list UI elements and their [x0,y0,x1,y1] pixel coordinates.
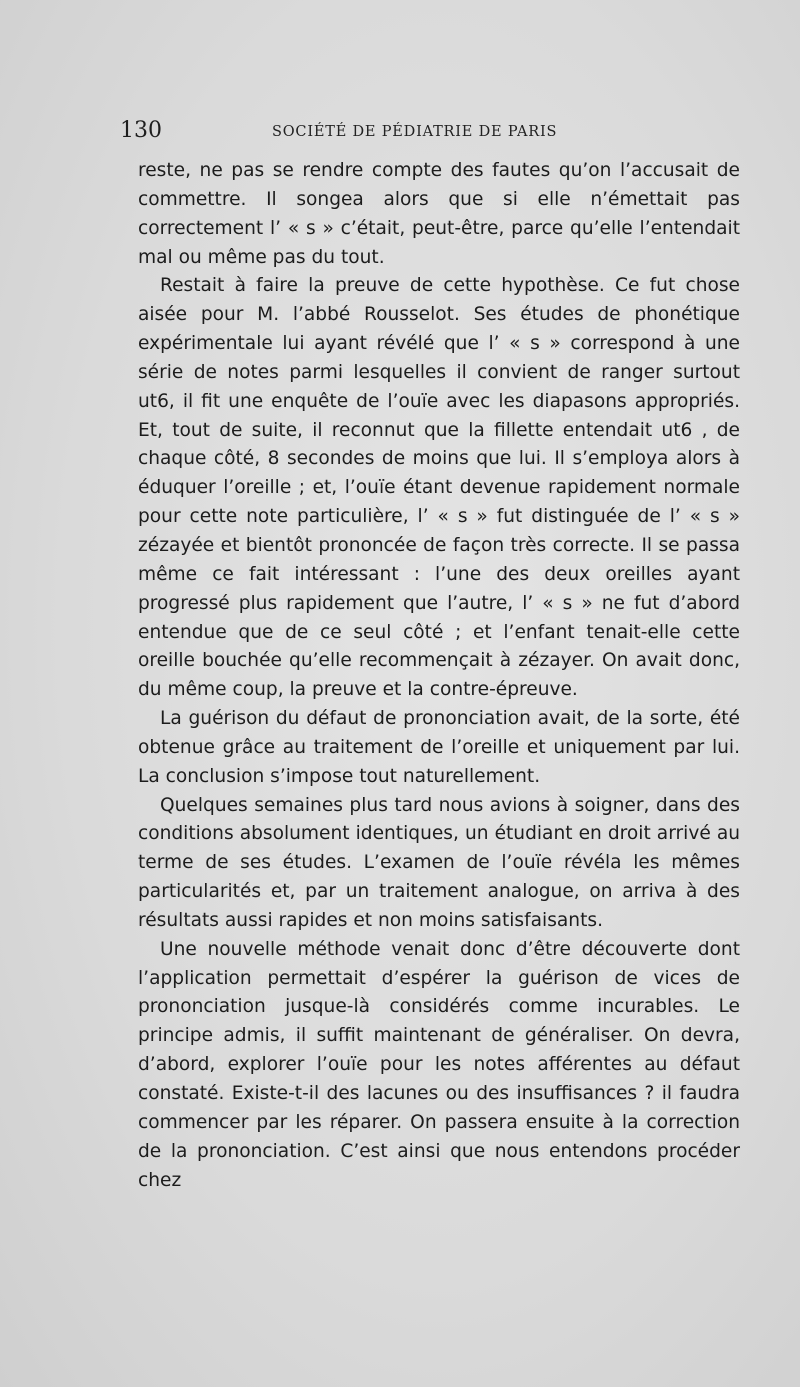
paragraph: Quelques semaines plus tard nous avions à soigner, dans des conditions absolument identiques, un étudiant en droit arrivé au terme de ses études. L’examen de l’ouïe révéla les mêmes particularités et, par un traitement analogue, on arriva à des résultats aussi rapides et non moins satisfaisants. [138,794,740,931]
paragraph: Une nouvelle méthode venait donc d’être découverte dont l’application permettait d’espérer la guérison de vices de prononciation jusque-là considérés comme incurables. Le principe admis, il suffit maintenant de généraliser. On devra, d’abord, explorer l’ouïe pour les notes afférentes au défaut constaté. Existe-t-il des lacunes ou des insuffisances ? il faudra commencer par les réparer. On passera ensuite à la correction de la prononciation. C’est ainsi que nous entendons procéder chez [138,938,740,1191]
page-header [120,118,740,148]
paragraph: Restait à faire la preuve de cette hypothèse. Ce fut chose aisée pour M. l’abbé Rousselot. Ses études de phonétique expérimentale lui ayant révélé que l’ « s » correspond à une série de notes parmi lesquelles il convient de ranger surtout ut6, il fit une enquête de l’ouïe avec les diapasons appropriés. Et, tout de suite, il reconnut que la fillette entendait ut6 , de chaque côté, 8 secondes de moins que lui. Il s’employa alors à éduquer l’oreille ; et, l’ouïe étant devenue rapidement normale pour cette note particulière, l’ « s » fut distinguée de l’ « s » zézayée et bientôt prononcée de façon très correcte. Il se passa même ce fait intéressant : l’une des deux oreilles ayant progressé plus rapidement que l’autre, l’ « s » ne fut d’abord entendue que de ce seul côté ; et l’enfant tenait-elle cette oreille bouchée qu’elle recommençait à zézayer. On avait donc, du même coup, la preuve et la contre-épreuve. [138,275,740,701]
paragraph-continuation: reste, ne pas se rendre compte des fautes qu’on l’accusait de commettre. Il songea alors que si elle n’émettait pas correctement l’ « s » c’était, peut-être, parce qu’elle l’entendait mal ou même pas du tout. [138,160,740,268]
paragraph: La guérison du défaut de prononciation avait, de la sorte, été obtenue grâce au traitement de l’oreille et uniquement par lui. La conclusion s’impose tout naturellement. [138,708,740,787]
page-number: 130 [120,118,162,143]
body-text [138,157,740,1195]
running-title: SOCIÉTÉ DE PÉDIATRIE DE PARIS [272,124,558,140]
